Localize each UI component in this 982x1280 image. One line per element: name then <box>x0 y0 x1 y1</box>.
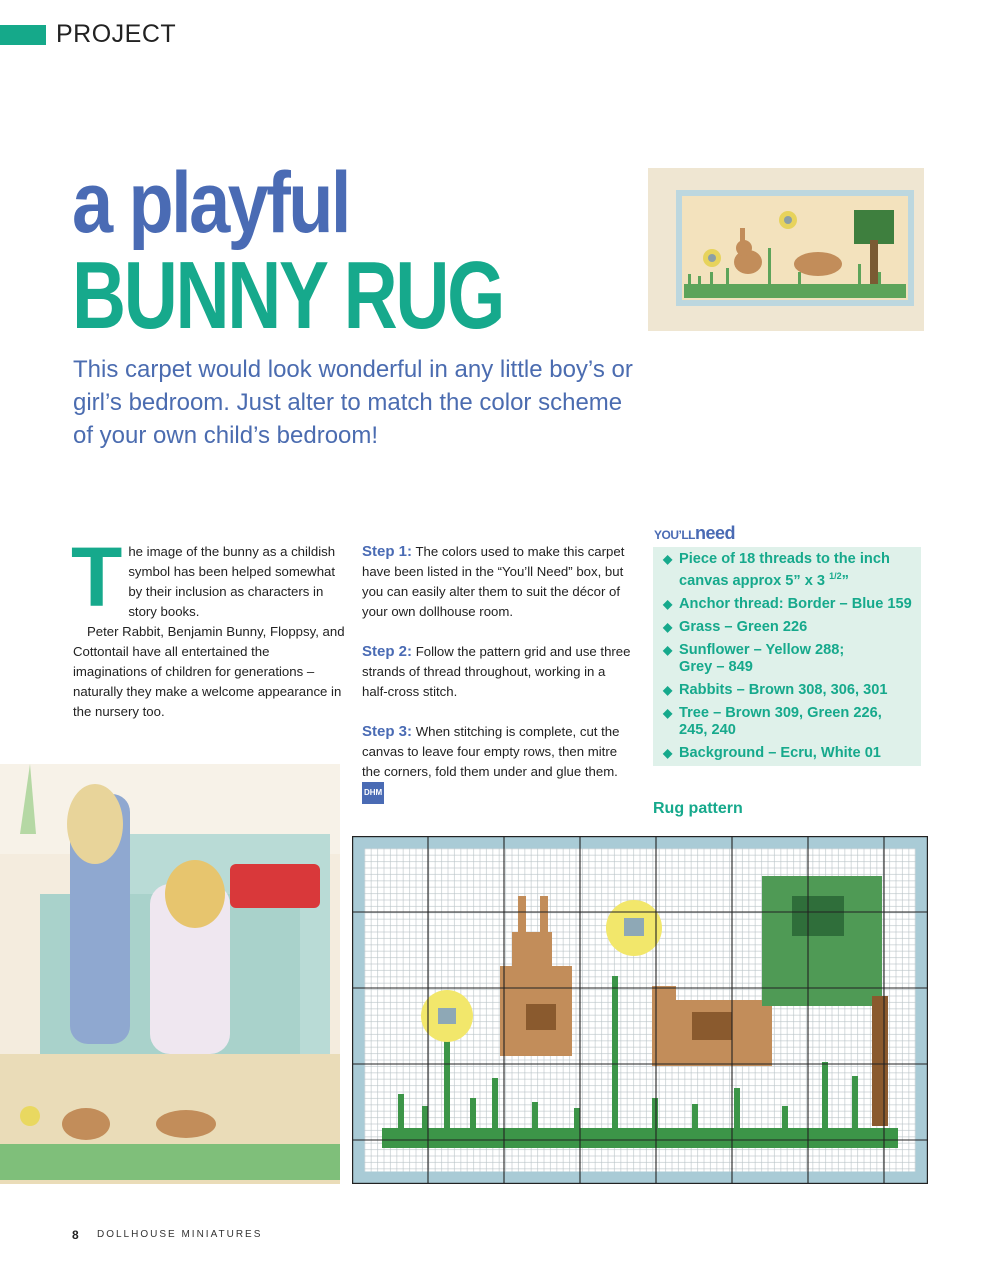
intro-paragraph-1: he image of the bunny as a childish symbol has been helped somewhat by their inclusion as characters in story books. <box>128 544 336 619</box>
step-1-label: Step 1: <box>362 543 413 560</box>
diamond-bullet-icon: ◆ <box>663 596 673 611</box>
section-label: PROJECT <box>56 20 177 48</box>
step-3-label: Step 3: <box>362 723 413 740</box>
section-color-bar <box>0 25 46 45</box>
pattern-label: Rug pattern <box>653 800 743 817</box>
drop-cap: T <box>71 530 123 624</box>
diamond-bullet-icon: ◆ <box>663 705 673 720</box>
step-1 <box>362 542 634 622</box>
needs-list <box>663 551 913 762</box>
needs-item: ◆ Rabbits – Brown 308, 306, 301 <box>663 681 888 698</box>
step-2-text: Follow the pattern grid and use three strands of thread throughout, working in a half-cross stitch. <box>362 644 631 699</box>
needs-item: ◆ Anchor thread: Border – Blue 159 <box>663 595 912 612</box>
needs-heading-big: need <box>695 523 736 543</box>
step-3 <box>362 722 634 804</box>
intro-text <box>71 530 345 722</box>
diamond-bullet-icon: ◆ <box>663 745 673 760</box>
diamond-bullet-icon: ◆ <box>663 552 673 566</box>
end-badge: DHM <box>362 782 384 804</box>
rug-pattern-chart <box>352 836 928 1184</box>
needs-heading <box>654 523 735 544</box>
needs-box <box>653 547 921 766</box>
needs-heading-small: YOU’LL <box>654 528 695 542</box>
diamond-bullet-icon: ◆ <box>663 642 673 657</box>
title-line-1: a playful <box>72 155 349 251</box>
magazine-name: DOLLHOUSE MINIATURES <box>97 1229 263 1240</box>
standfirst: This carpet would look wonderful in any little boy’s or girl’s bedroom. Just alter to match the color scheme of your own child’s bedroom! <box>73 356 633 449</box>
needs-item: ◆ Background – Ecru, White 01 <box>663 744 881 761</box>
step-2-label: Step 2: <box>362 643 413 660</box>
finished-rug-photo <box>648 168 924 331</box>
step-3-text: When stitching is complete, cut the canvas to leave four empty rows, then mitre the corners, fold them under and glue them. <box>362 724 620 779</box>
diamond-bullet-icon: ◆ <box>663 619 673 634</box>
needs-item: ◆ Piece of 18 threads to the inch canvas approx 5” x 3 $^{1/2}$” <box>663 551 890 589</box>
step-1-text: The colors used to make this carpet have been listed in the “You’ll Need” box, but you can easily alter them to suit the décor of your own dollhouse room. <box>362 544 625 619</box>
needs-item: ◆ Sunflower – Yellow 288; Grey – 849 <box>663 641 845 675</box>
intro-paragraph-2: Peter Rabbit, Benjamin Bunny, Floppsy, and Cottontail have all entertained the imaginations of children for generations – naturally they make a welcome appearance in the nursery too. <box>73 624 345 719</box>
dolls-photo <box>0 764 340 1184</box>
page-number: 8 <box>72 1228 79 1242</box>
diamond-bullet-icon: ◆ <box>663 682 673 697</box>
steps-column <box>362 542 634 824</box>
title-line-2: BUNNY RUG <box>72 242 504 349</box>
needs-item: ◆ Grass – Green 226 <box>663 618 808 635</box>
needs-item: ◆ Tree – Brown 309, Green 226, 245, 240 <box>663 704 882 738</box>
step-2 <box>362 642 634 702</box>
